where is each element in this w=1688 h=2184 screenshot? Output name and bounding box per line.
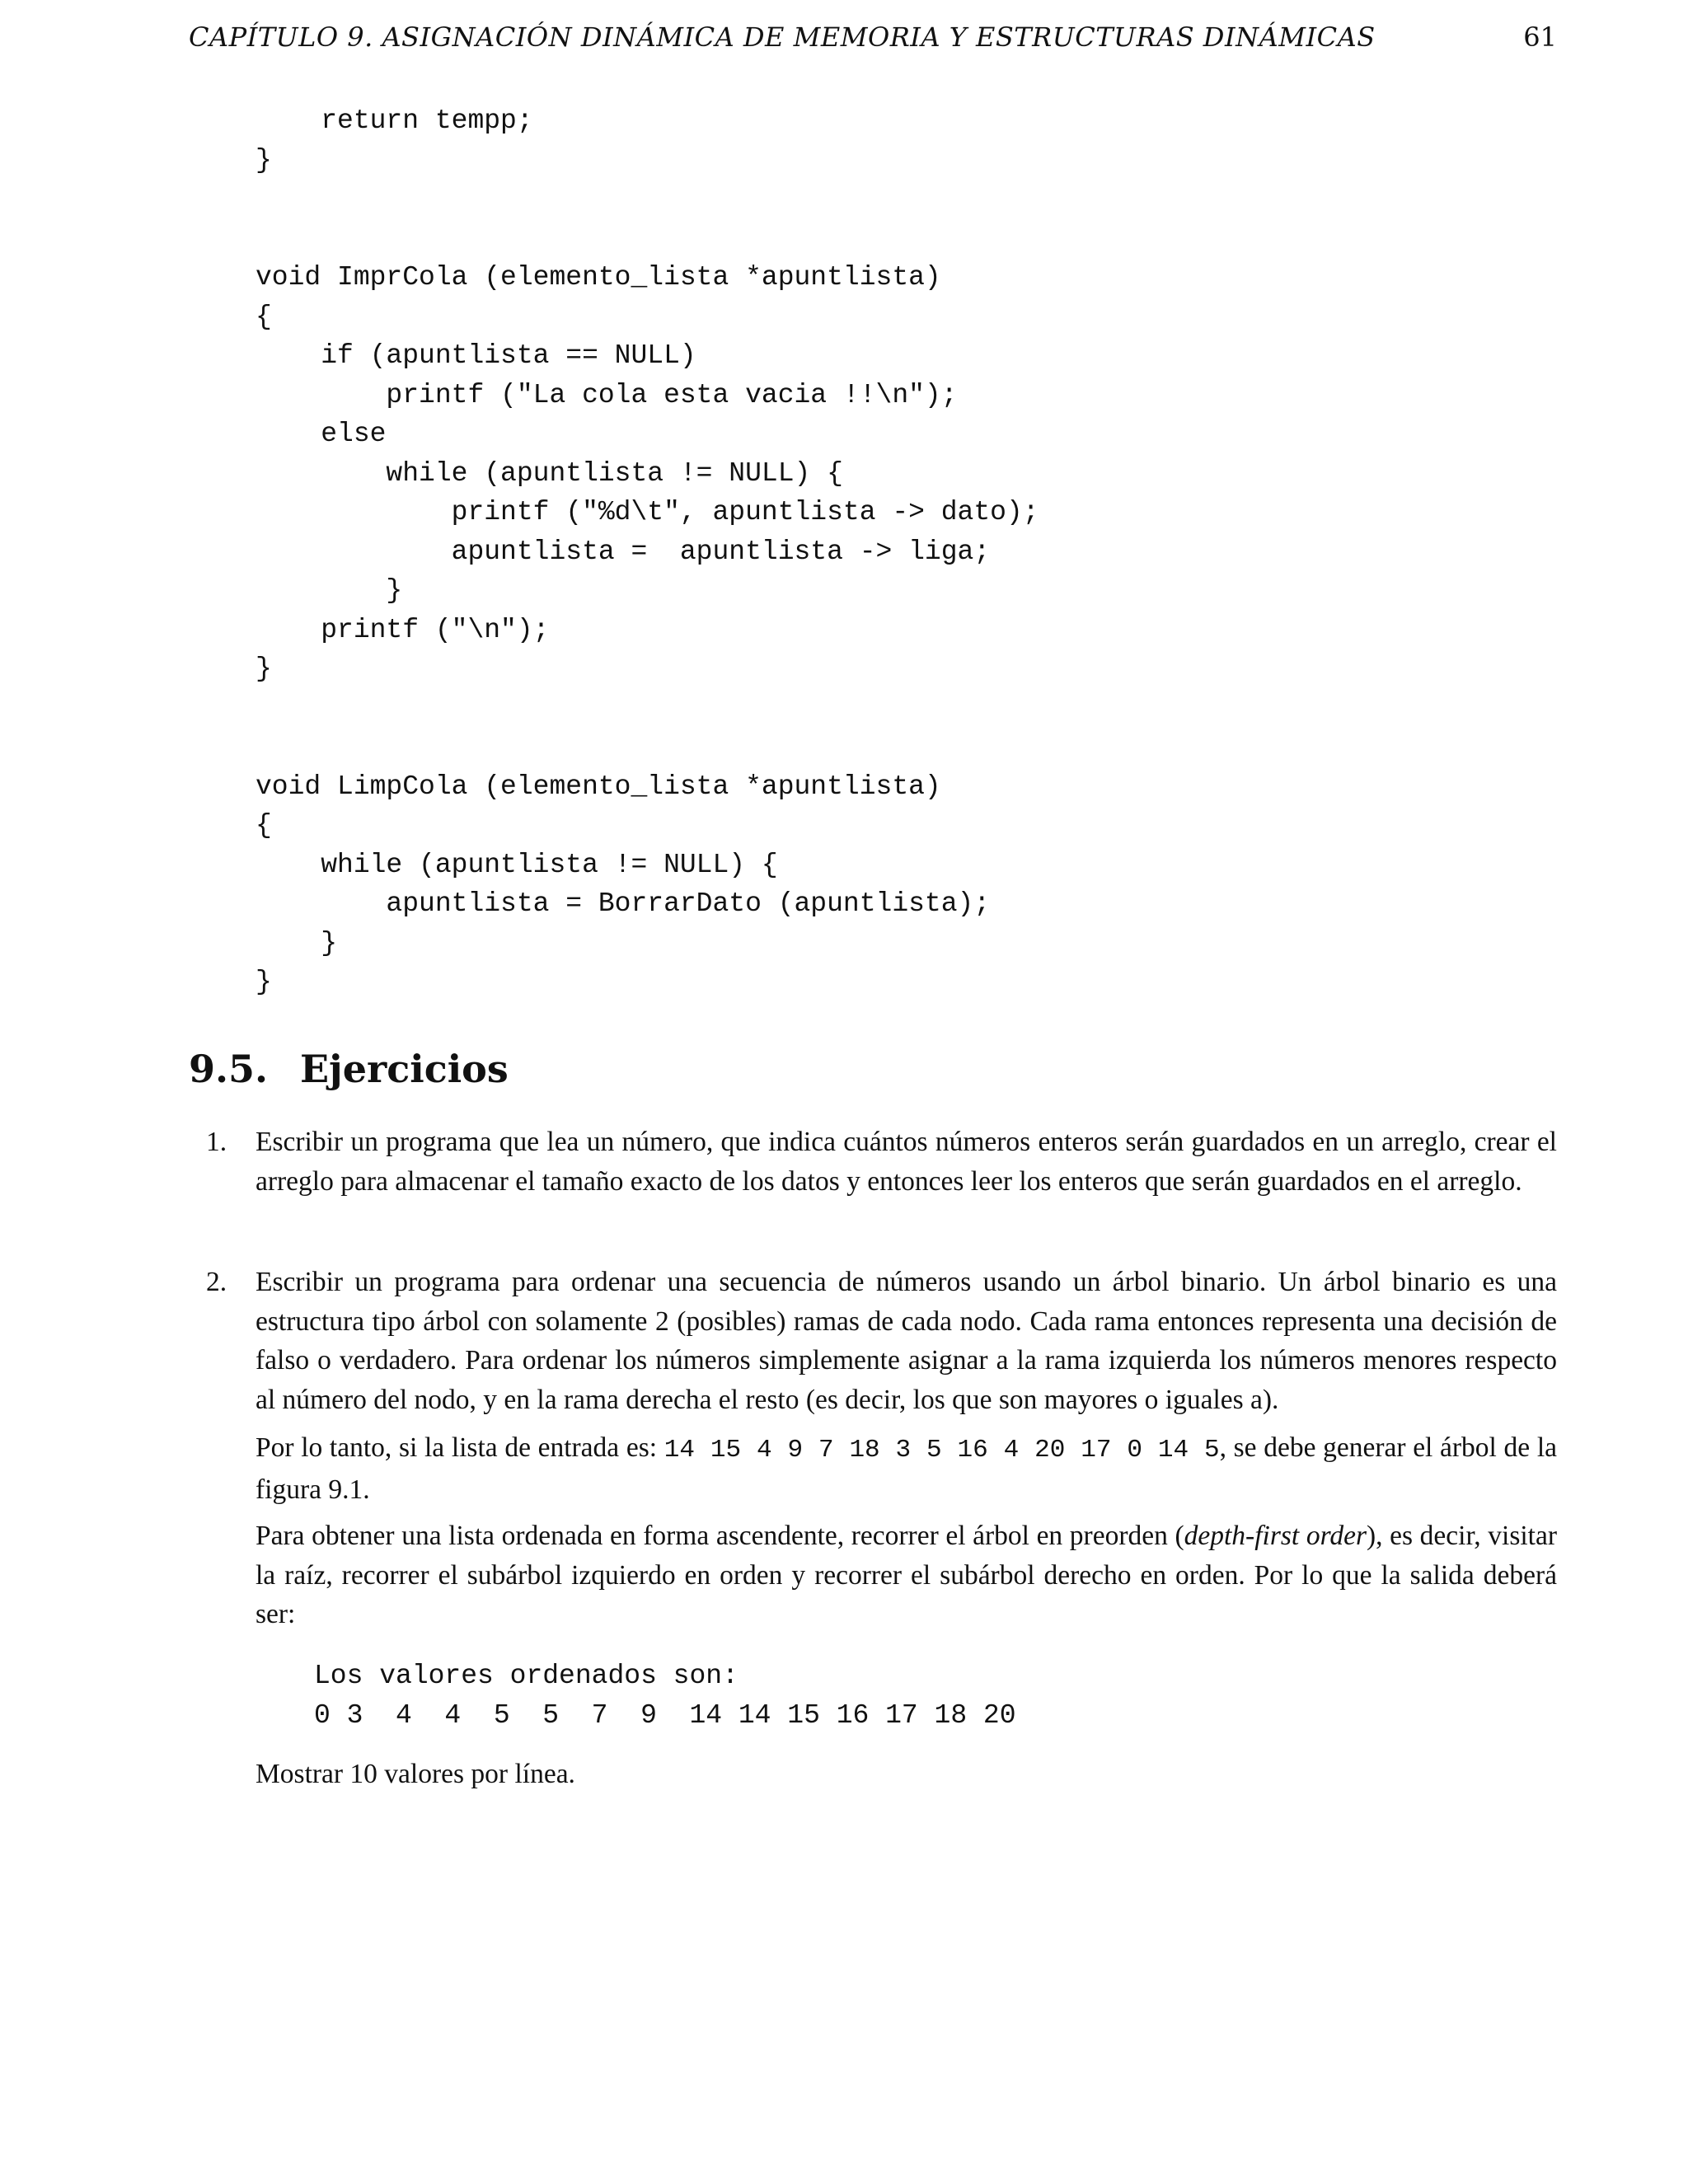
- exercise-2-number: 2.: [206, 1267, 227, 1297]
- chapter-title: CAPÍTULO 9. ASIGNACIÓN DINÁMICA DE MEMORIA Y ESTRUCTURAS DINÁMICAS: [189, 21, 1376, 53]
- italic-term: depth-first order: [1184, 1521, 1367, 1551]
- running-header: [189, 21, 1557, 68]
- section-number: 9.5.: [189, 1047, 269, 1091]
- page-number: 61: [1523, 21, 1557, 53]
- output-listing: Los valores ordenados son: 0 3 4 4 5 5 7 9 14 14 15 16 17 18 20: [314, 1661, 1016, 1731]
- exercise-2-paragraph-2: Por lo tanto, si la lista de entrada es: 14 15 4 9 7 18 3 5 16 4 20 17 0 14 5, se debe generar el árbol de la figura 9.1.: [256, 1432, 1558, 1505]
- exercise-2-paragraph-3: Para obtener una lista ordenada en forma ascendente, recorrer el árbol en preorden (depth-first order), es decir, visitar la raíz, recorrer el subárbol izquierdo en orden y recorrer el subárbol derecho en orden. Por lo que la salida deberá ser:: [256, 1521, 1558, 1629]
- exercise-1-number: 1.: [206, 1127, 227, 1157]
- input-sequence: 14 15 4 9 7 18 3 5 16 4 20 17 0 14 5: [663, 1436, 1220, 1465]
- code-listing: return tempp; } void ImprCola (elemento_lista *apuntlista) { if (apuntlista == NULL) printf ("La cola esta vacia !!\n"); else while (apuntlista != NULL) { printf ("%d\t", apuntlista -> dato); apuntlista = apuntlista -> liga; } printf ("\n"); } void LimpCola (elemento_lista *apuntlista) { while (apuntlista != NULL) { apuntlista = BorrarDato (apuntlista); } }: [256, 105, 1039, 997]
- exercise-2-paragraph-1: Escribir un programa para ordenar una secuencia de números usando un árbol binario. Un árbol binario es una estructura tipo árbol con solamente 2 (posibles) ramas de cada nodo. Cada rama entonces representa una decisión de falso o verdadero. Para ordenar los números simplemente asignar a la rama izquierda los números menores respecto al número del nodo, y en la rama derecha el resto (es decir, los que son mayores o iguales a).: [256, 1267, 1557, 1415]
- section-title: Ejercicios: [300, 1047, 509, 1091]
- exercise-2-paragraph-4: Mostrar 10 valores por línea.: [256, 1759, 575, 1789]
- exercise-1-text: Escribir un programa que lea un número, que indica cuántos números enteros serán guardados en un arreglo, crear el arreglo para almacenar el tamaño exacto de los datos y entonces leer los enteros que serán guardados en el arreglo.: [256, 1127, 1557, 1197]
- section-heading: [189, 1040, 509, 1098]
